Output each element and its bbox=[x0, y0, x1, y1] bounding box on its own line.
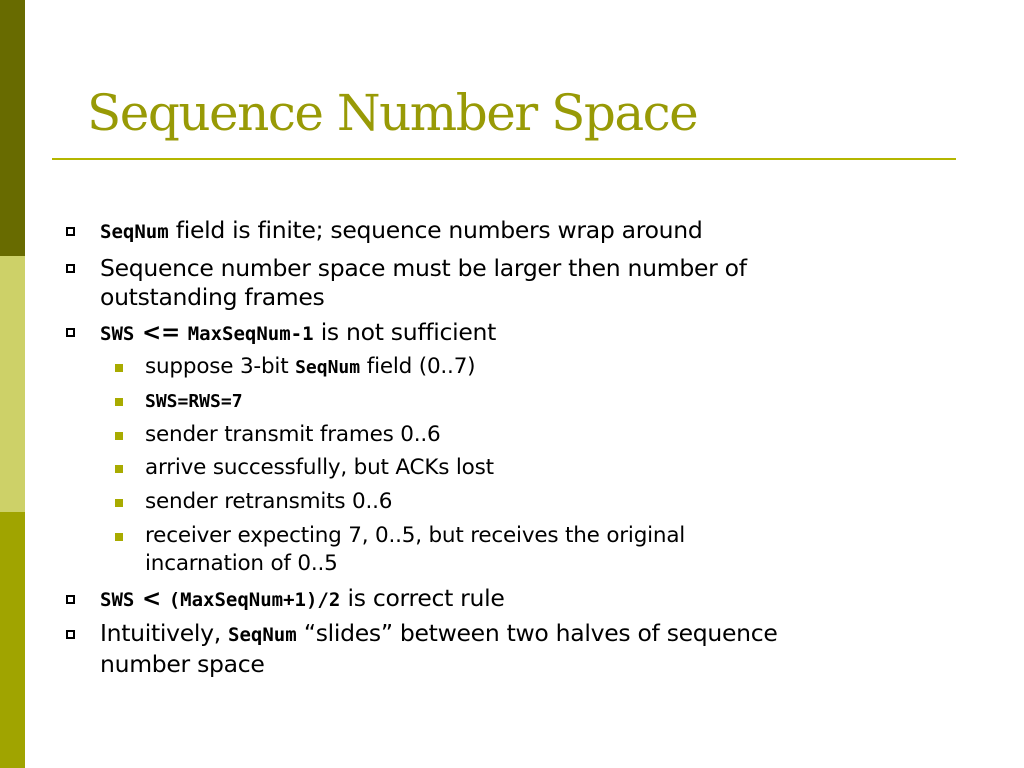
filled-square-bullet-icon bbox=[115, 499, 123, 507]
code-text: (MaxSeqNum+1)/2 bbox=[168, 589, 341, 611]
code-text: SWS bbox=[100, 589, 135, 611]
title-rule bbox=[52, 158, 956, 160]
sidebar-band-top bbox=[0, 0, 25, 256]
bullet-text: Intuitively, bbox=[100, 619, 229, 647]
sub-bullet-suppose-3bit bbox=[145, 353, 945, 382]
bullet-sws-not-sufficient bbox=[100, 318, 940, 349]
sub-bullet-sender-retransmits: sender retransmits 0..6 bbox=[145, 489, 393, 514]
sidebar-band-middle bbox=[0, 256, 25, 512]
bullet-text: field (0..7) bbox=[360, 354, 476, 379]
filled-square-bullet-icon bbox=[115, 432, 123, 440]
operator-text: <= bbox=[134, 320, 188, 346]
code-text: SWS=RWS=7 bbox=[145, 391, 243, 412]
sub-bullet-receiver-expecting bbox=[145, 522, 945, 578]
bullet-sws-correct-rule bbox=[100, 584, 940, 615]
filled-square-bullet-icon bbox=[115, 533, 123, 541]
bullet-text: number space bbox=[100, 650, 265, 678]
code-text: MaxSeqNum-1 bbox=[187, 323, 314, 345]
bullet-intuitively-slides bbox=[100, 619, 940, 679]
bullet-seqnum-finite bbox=[100, 216, 940, 247]
hollow-square-bullet-icon bbox=[66, 227, 75, 236]
operator-text: < bbox=[134, 586, 169, 612]
slide-title: Sequence Number Space bbox=[87, 84, 698, 142]
bullet-text: suppose 3-bit bbox=[145, 354, 296, 379]
code-text: SWS bbox=[100, 323, 135, 345]
filled-square-bullet-icon bbox=[115, 398, 123, 406]
bullet-text: is not sufficient bbox=[313, 318, 497, 346]
code-text: SeqNum bbox=[228, 624, 297, 646]
sub-bullet-sws-rws bbox=[145, 387, 945, 416]
sidebar-band-bottom bbox=[0, 512, 25, 768]
bullet-text: field is finite; sequence numbers wrap around bbox=[168, 216, 703, 244]
hollow-square-bullet-icon bbox=[66, 630, 75, 639]
bullet-text: outstanding frames bbox=[100, 283, 325, 311]
bullet-space-larger bbox=[100, 254, 940, 312]
sub-bullet-sender-transmit: sender transmit frames 0..6 bbox=[145, 422, 441, 447]
sub-bullet-arrive-acks-lost: arrive successfully, but ACKs lost bbox=[145, 455, 494, 480]
hollow-square-bullet-icon bbox=[66, 595, 75, 604]
bullet-text: “slides” between two halves of sequence bbox=[296, 619, 778, 647]
filled-square-bullet-icon bbox=[115, 465, 123, 473]
hollow-square-bullet-icon bbox=[66, 328, 75, 337]
hollow-square-bullet-icon bbox=[66, 264, 75, 273]
sidebar-decoration bbox=[0, 0, 25, 768]
code-text: SeqNum bbox=[295, 357, 361, 378]
filled-square-bullet-icon bbox=[115, 364, 123, 372]
bullet-text: incarnation of 0..5 bbox=[145, 551, 338, 576]
bullet-text: receiver expecting 7, 0..5, but receives the original bbox=[145, 523, 686, 548]
code-text: SeqNum bbox=[100, 221, 169, 243]
bullet-text: is correct rule bbox=[340, 584, 505, 612]
bullet-text: Sequence number space must be larger then number of bbox=[100, 254, 747, 282]
